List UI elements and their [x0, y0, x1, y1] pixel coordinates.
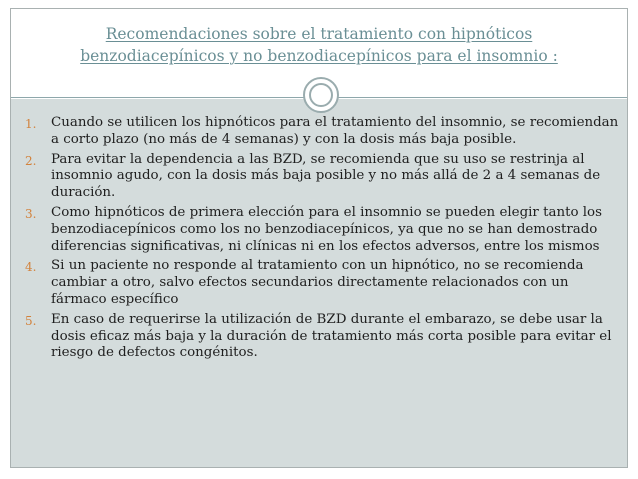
- list-item-text: Para evitar la dependencia a las BZD, se recomienda que su uso se restrinja al insomnio agudo, con la dosis más baja posible y no más allá de 2 a 4 semanas de duración.: [51, 151, 601, 201]
- title-line-1: Recomendaciones sobre el tratamiento con hipnóticos: [105, 25, 533, 43]
- slide: [10, 8, 628, 468]
- list-item-number: 4.: [25, 260, 37, 275]
- list-item-text: En caso de requerirse la utilización de BZD durante el embarazo, se debe usar la dosis eficaz más baja y la duración de tratamiento más corta posible para evitar el riesgo de defectos congénitos.: [51, 311, 612, 361]
- list-item-number: 2.: [25, 153, 37, 168]
- slide-title: [11, 23, 627, 67]
- circle-ornament-icon: [303, 77, 339, 113]
- list-item-text: Si un paciente no responde al tratamiento con un hipnótico, no se recomienda cambiar a otro, salvo efectos secundarios directamente relacionados con un fármaco específico: [51, 258, 584, 307]
- list-item-text: Como hipnóticos de primera elección para el insomnio se pueden elegir tanto los benzodiacepínicos como los no benzodiacepínicos, ya que no se han demostrado diferencias significativas, ni clínicas ni en los efectos adversos, entre los mismos: [51, 204, 602, 254]
- recommendation-list: [25, 115, 621, 365]
- list-item-number: 1.: [25, 117, 37, 131]
- list-item-text: Cuando se utilicen los hipnóticos para el tratamiento del insomnio, se recomiendan a corto plazo (no más de 4 semanas) y con la dosis más baja posible.: [51, 115, 619, 147]
- list-item: [25, 258, 621, 308]
- list-item: [25, 152, 621, 202]
- list-item: [25, 205, 621, 255]
- title-line-2: benzodiacepínicos y no benzodiacepínicos para el insomnio :: [80, 47, 558, 65]
- list-item-number: 5.: [25, 313, 37, 328]
- list-item: [25, 115, 621, 149]
- list-item-number: 3.: [25, 206, 37, 221]
- list-item: [25, 312, 621, 362]
